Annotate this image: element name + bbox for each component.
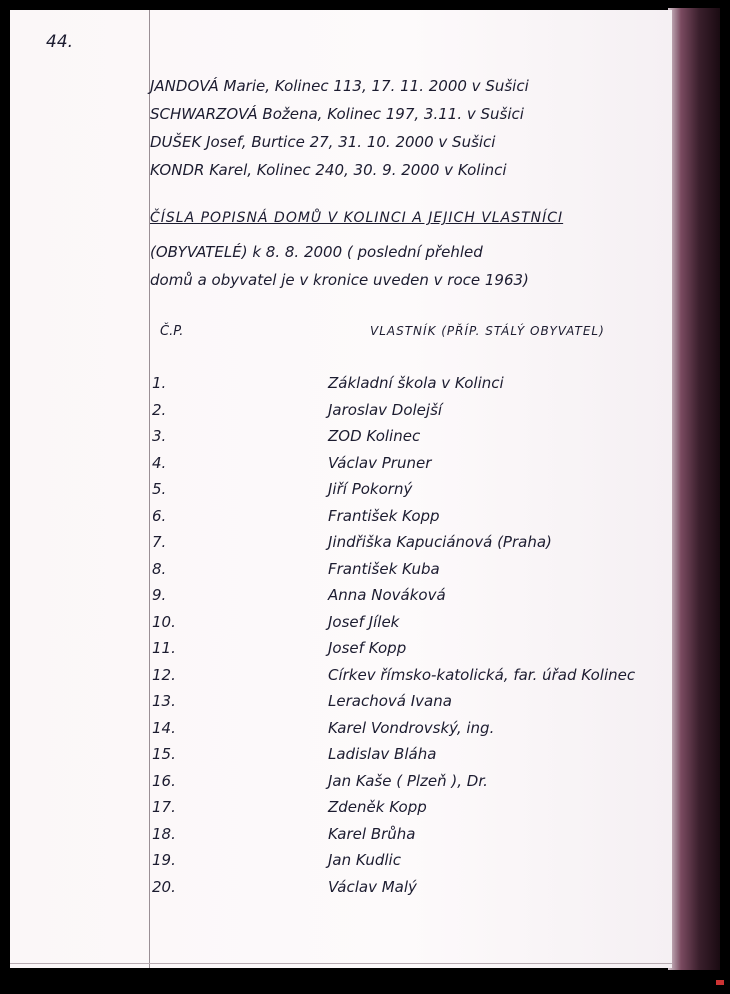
list-item [10,613,672,640]
house-number: 9. [152,586,167,604]
list-item [10,454,672,481]
page-number: 44. [46,32,74,52]
house-number: 10. [152,612,176,631]
house-number: 5. [152,480,167,498]
corner-mark [716,980,724,985]
house-number: 6. [152,506,167,525]
column-header-cp: Č.P. [160,324,184,339]
owner-name: Zdeněk Kopp [328,798,427,816]
list-item [10,507,672,534]
intro-line: SCHWARZOVÁ Božena, Kolinec 197, 3.11. v Sušici [150,105,524,123]
list-item [10,401,672,428]
list-item [10,666,672,693]
owner-name: Karel Vondrovský, ing. [328,718,495,737]
owner-name: František Kopp [328,506,440,525]
section-heading: ČÍSLA POPISNÁ DOMŮ V KOLINCI A JEJICH VLASTNÍCI [150,210,564,226]
owner-name: Josef Jílek [328,612,400,631]
intro-line: DUŠEK Josef, Burtice 27, 31. 10. 2000 v Sušici [150,133,496,151]
house-number: 18. [152,824,176,843]
page-bottom-line [10,963,672,964]
owner-name: Václav Pruner [328,453,432,472]
owner-name: Anna Nováková [328,586,446,604]
list-item [10,533,672,560]
owner-name: Lerachová Ivana [328,692,452,710]
house-number: 15. [152,745,176,763]
house-number: 14. [152,718,176,737]
column-header-owner: VLASTNÍK (PŘÍP. STÁLÝ OBYVATEL) [370,324,605,338]
owner-name: Josef Kopp [328,639,407,657]
list-item [10,586,672,613]
owner-name: Základní škola v Kolinci [328,374,504,392]
subheading-line: (OBYVATELÉ) k 8. 8. 2000 ( poslední přehled [150,243,483,261]
owner-name: Jan Kudlic [328,851,401,869]
owner-name: Církev římsko-katolická, far. úřad Kolinec [328,665,636,684]
owner-name: Ladislav Bláha [328,745,437,763]
list-item [10,692,672,719]
owner-name: Václav Malý [328,877,417,896]
intro-line: JANDOVÁ Marie, Kolinec 113, 17. 11. 2000 v Sušici [150,77,529,95]
house-number: 16. [152,771,176,790]
list-item [10,878,672,905]
section-subheading [150,238,529,294]
house-number: 3. [152,427,167,445]
list-item [10,772,672,799]
owner-name: Jindřiška Kapuciánová (Praha) [328,533,552,551]
house-number: 17. [152,798,176,816]
list-item [10,825,672,852]
subheading-line: domů a obyvatel je v kronice uveden v roce 1963) [150,271,529,289]
house-number: 20. [152,877,176,896]
book-spine-shadow [668,8,720,970]
list-item [10,745,672,772]
house-number: 2. [152,400,167,419]
house-number: 4. [152,453,167,472]
house-number: 8. [152,559,167,578]
list-item [10,851,672,878]
owner-name: Jan Kaše ( Plzeň ), Dr. [328,771,488,790]
owner-name: František Kuba [328,559,440,578]
intro-entries [150,72,529,184]
owner-name: Jiří Pokorný [328,480,413,498]
owner-name: Jaroslav Dolejší [328,400,443,419]
house-number: 13. [152,692,176,710]
house-number: 7. [152,533,167,551]
list-item [10,427,672,454]
list-item [10,798,672,825]
list-item [10,639,672,666]
notebook-page [10,10,672,968]
house-number: 19. [152,851,176,869]
house-number: 1. [152,374,167,392]
list-item [10,719,672,746]
intro-line: KONDR Karel, Kolinec 240, 30. 9. 2000 v Kolinci [150,161,507,179]
house-number: 11. [152,639,176,657]
owner-name: ZOD Kolinec [328,427,421,445]
owner-name: Karel Brůha [328,824,416,843]
list-item [10,374,672,401]
house-number: 12. [152,665,176,684]
list-item [10,480,672,507]
list-item [10,560,672,587]
house-list [10,374,672,904]
